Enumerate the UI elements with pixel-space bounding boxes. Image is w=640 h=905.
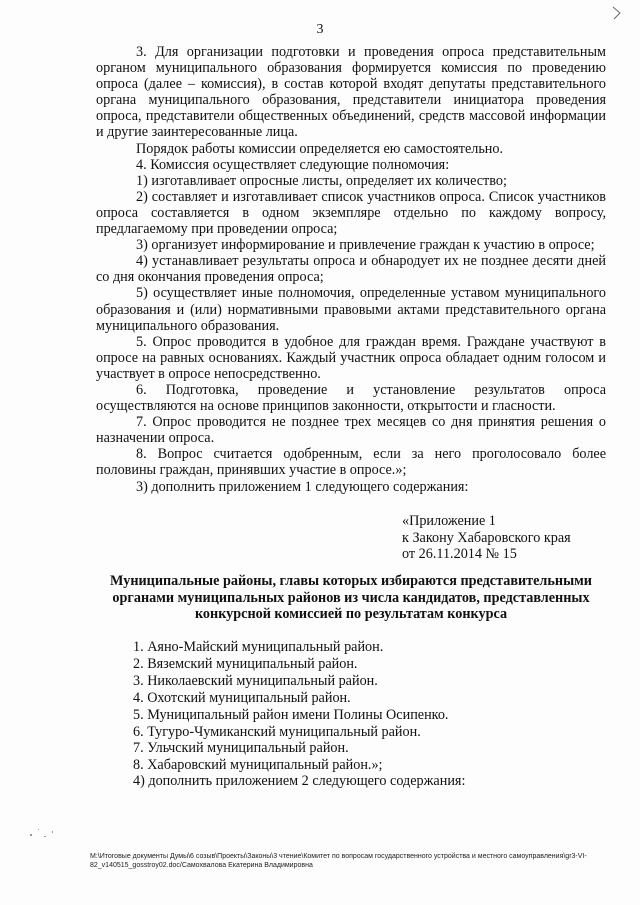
scan-speck — [52, 831, 53, 833]
scan-speck — [44, 836, 46, 837]
list-item: 2. Вяземский муниципальный район. — [133, 655, 358, 672]
body-text — [96, 44, 606, 495]
list-item: 5. Муниципальный район имени Полины Осипенко. — [133, 706, 449, 723]
footer-line: M:\Итоговые документы Думы\6 созыв\Проекты\Законы\3 чтение\Комитет по вопросам государственного устройства и местного самоуправления\gr3-VI- — [90, 853, 587, 860]
appendix-title: Муниципальные районы, главы которых избираются представительными органами муниципальных районов из числа кандидатов, представленных конкурсной комиссией по результатам конкурса — [110, 573, 592, 623]
paragraph: 4) устанавливает результаты опроса и обнародует их не позднее десяти дней со дня окончания проведения опроса; — [96, 253, 606, 286]
appendix-line: от 26.11.2014 № 15 — [402, 546, 517, 562]
list-item: 1. Аяно-Майский муниципальный район. — [133, 639, 384, 655]
list-item: 6. Тугуро-Чумиканский муниципальный район. — [133, 723, 421, 740]
corner-mark — [612, 6, 621, 20]
appendix-header — [402, 513, 571, 563]
paragraph: 3) организует информирование и привлечение граждан к участию в опросе; — [136, 237, 595, 254]
list-item: 8. Хабаровский муниципальный район.»; — [133, 757, 383, 774]
appendix-line: «Приложение 1 — [402, 513, 496, 529]
scan-speck — [30, 834, 32, 836]
paragraph: 6. Подготовка, проведение и установление результатов опроса осуществляются на основе принципов законности, открытости и гласности. — [96, 381, 606, 415]
scan-speck — [38, 829, 39, 830]
paragraph: 5. Опрос проводится в удобное для граждан время. Граждане участвуют в опросе на равных основаниях. Каждый участник опроса обладает одним голосом и участвует в опросе непосредственно. — [96, 333, 606, 382]
paragraph: 8. Вопрос считается одобренным, если за него проголосовало более половины граждан, принявших участие в опросе.»; — [96, 446, 606, 479]
district-list — [133, 639, 448, 774]
paragraph: 4. Комиссия осуществляет следующие полномочия: — [136, 156, 450, 173]
appendix-line: к Закону Хабаровского края — [402, 529, 571, 546]
final-instruction: 4) дополнить приложением 2 следующего содержания: — [133, 773, 466, 789]
paragraph: 3) дополнить приложением 1 следующего содержания: — [136, 478, 469, 495]
paragraph: 2) составляет и изготавливает список участников опроса. Список участников опроса составляется в одном экземпляре отдельно по каждому вопросу, предлагаемому при проведении опроса; — [96, 188, 606, 238]
footer-line: 82_v140515_gosstroy02.doc/Самохвалова Екатерина Владимировна — [90, 862, 313, 869]
list-item: 4. Охотский муниципальный район. — [133, 689, 351, 706]
page-number: 3 — [316, 22, 324, 37]
list-item: 3. Николаевский муниципальный район. — [133, 672, 378, 689]
file-path-footer — [90, 852, 610, 870]
paragraph: 3. Для организации подготовки и проведения опроса представительным органом муниципального образования формируется комиссия по проведению опроса (далее – комиссия), в состав которой входят депутаты представительного органа муниципального образования, представители инициатора проведения опроса, представители общественных объединений, средств массовой информации и другие заинтересованные лица. — [96, 44, 606, 141]
paragraph: Порядок работы комиссии определяется ею самостоятельно. — [136, 140, 504, 157]
list-item: 7. Ульчский муниципальный район. — [133, 740, 349, 757]
paragraph: 1) изготавливает опросные листы, определяет их количество; — [136, 172, 507, 189]
paragraph: 7. Опрос проводится не позднее трех месяцев со дня принятия решения о назначении опроса. — [96, 414, 606, 447]
paragraph: 5) осуществляет иные полномочия, определенные уставом муниципального образования и (или) нормативными правовыми актами представительного органа муниципального образования. — [96, 285, 606, 334]
